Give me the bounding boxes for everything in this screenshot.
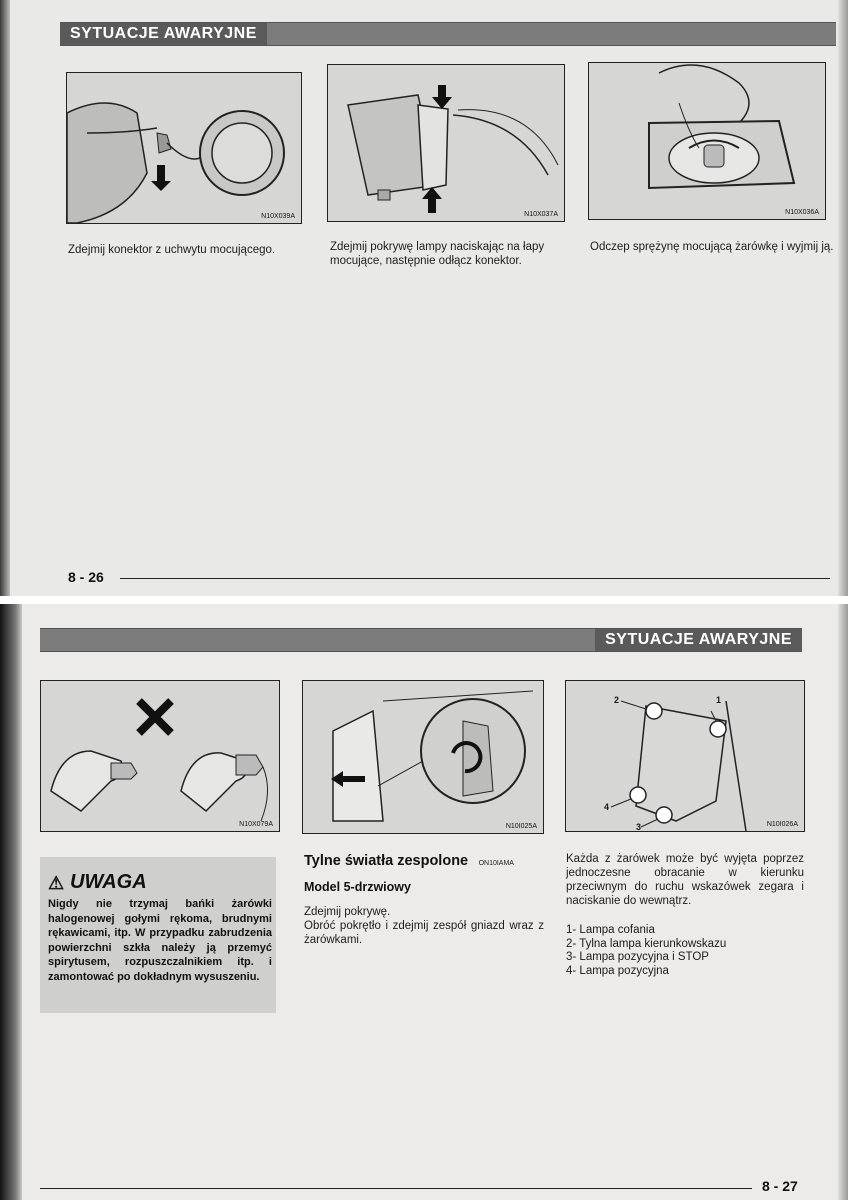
warning-title: UWAGA: [70, 871, 147, 893]
figure-bulb-spring: [588, 62, 826, 220]
page-shadow: [838, 604, 848, 1200]
footer-rule: [40, 1188, 752, 1189]
section-text: Zdejmij pokrywę.: [304, 906, 391, 918]
section-heading: [304, 852, 554, 870]
bulb-handling-illustration: [41, 681, 279, 831]
list-item: 3- Lampa pozycyjna i STOP: [566, 951, 709, 963]
bulb-spring-illustration: [589, 63, 825, 219]
section-band: [40, 628, 802, 652]
figure-code: N10X036A: [785, 209, 819, 216]
figure-caption: Zdejmij konektor z uchwytu mocującego.: [68, 244, 276, 256]
top-page: [0, 0, 848, 596]
rear-cover-illustration: [303, 681, 543, 833]
section-band: [60, 22, 836, 46]
connector-illustration: [67, 73, 301, 223]
figure-caption: Zdejmij pokrywę lampy naciskając na łapy mocujące, następnie odłącz konektor.: [330, 241, 545, 267]
page-number: 8 - 26: [68, 569, 104, 585]
callout-label: 1: [716, 695, 722, 705]
figure-rear-cover: [302, 680, 544, 834]
list-item: 1- Lampa cofania: [566, 924, 655, 936]
list-item: 2- Tylna lampa kierunkowskazu: [566, 937, 727, 950]
figure-bulb-socket: [565, 680, 805, 832]
page-shadow: [838, 0, 848, 596]
bulb-socket-illustration: [566, 681, 804, 831]
section-code: ON10IAMA: [478, 860, 514, 867]
section-label: SYTUACJE AWARYJNE: [60, 23, 267, 45]
warning-box: [40, 857, 276, 1013]
lamp-cover-illustration: [328, 65, 564, 221]
callout-label: 4: [604, 802, 610, 812]
section-title: Tylne światła zespolone: [304, 853, 469, 869]
page-number: 8 - 27: [762, 1178, 798, 1194]
figure-code: N10I026A: [766, 821, 798, 828]
callout-label: 2: [614, 695, 620, 705]
figure-caption: Odczep sprężynę mocującą żarówkę i wyjmij ją.: [590, 241, 834, 253]
bulb-list: [566, 924, 804, 978]
figure-bulb-handling: [40, 680, 280, 832]
bottom-page: [0, 604, 848, 1200]
section-label: SYTUACJE AWARYJNE: [595, 629, 802, 651]
callout-label: 3: [636, 822, 642, 832]
warning-text: Nigdy nie trzymaj bańki żarówki halogenowej gołymi rękoma, brudnymi rękawicami, itp. W przypadku zabrudzenia powierzchni szkła należy ją przemyć spirytusem, rozpuszczalnikiem itp. i zamontować po dokładnym wysuszeniu.: [48, 898, 272, 983]
footer-rule: [120, 578, 830, 579]
bulb-removal-text: Każda z żarówek może być wyjęta poprzez jednoczesne obracanie w kierunku przeciwnym do ruchu wskazówek zegara i naciskanie do wewnątrz.: [566, 853, 804, 907]
page-shadow: [0, 0, 10, 596]
figure-code: N10X079A: [239, 821, 273, 828]
figure-connector-removal: [66, 72, 302, 224]
figure-code: N10X039A: [261, 213, 295, 220]
figure-code: N10I025A: [505, 823, 537, 830]
figure-lamp-cover: [327, 64, 565, 222]
warning-triangle-icon: ⚠: [48, 873, 65, 893]
section-subtitle: Model 5-drzwiowy: [304, 880, 411, 894]
figure-code: N10X037A: [524, 211, 558, 218]
section-text: Obróć pokrętło i zdejmij zespół gniazd wraz z żarówkami.: [304, 920, 544, 946]
page-shadow: [0, 604, 22, 1200]
list-item: 4- Lampa pozycyjna: [566, 964, 669, 977]
